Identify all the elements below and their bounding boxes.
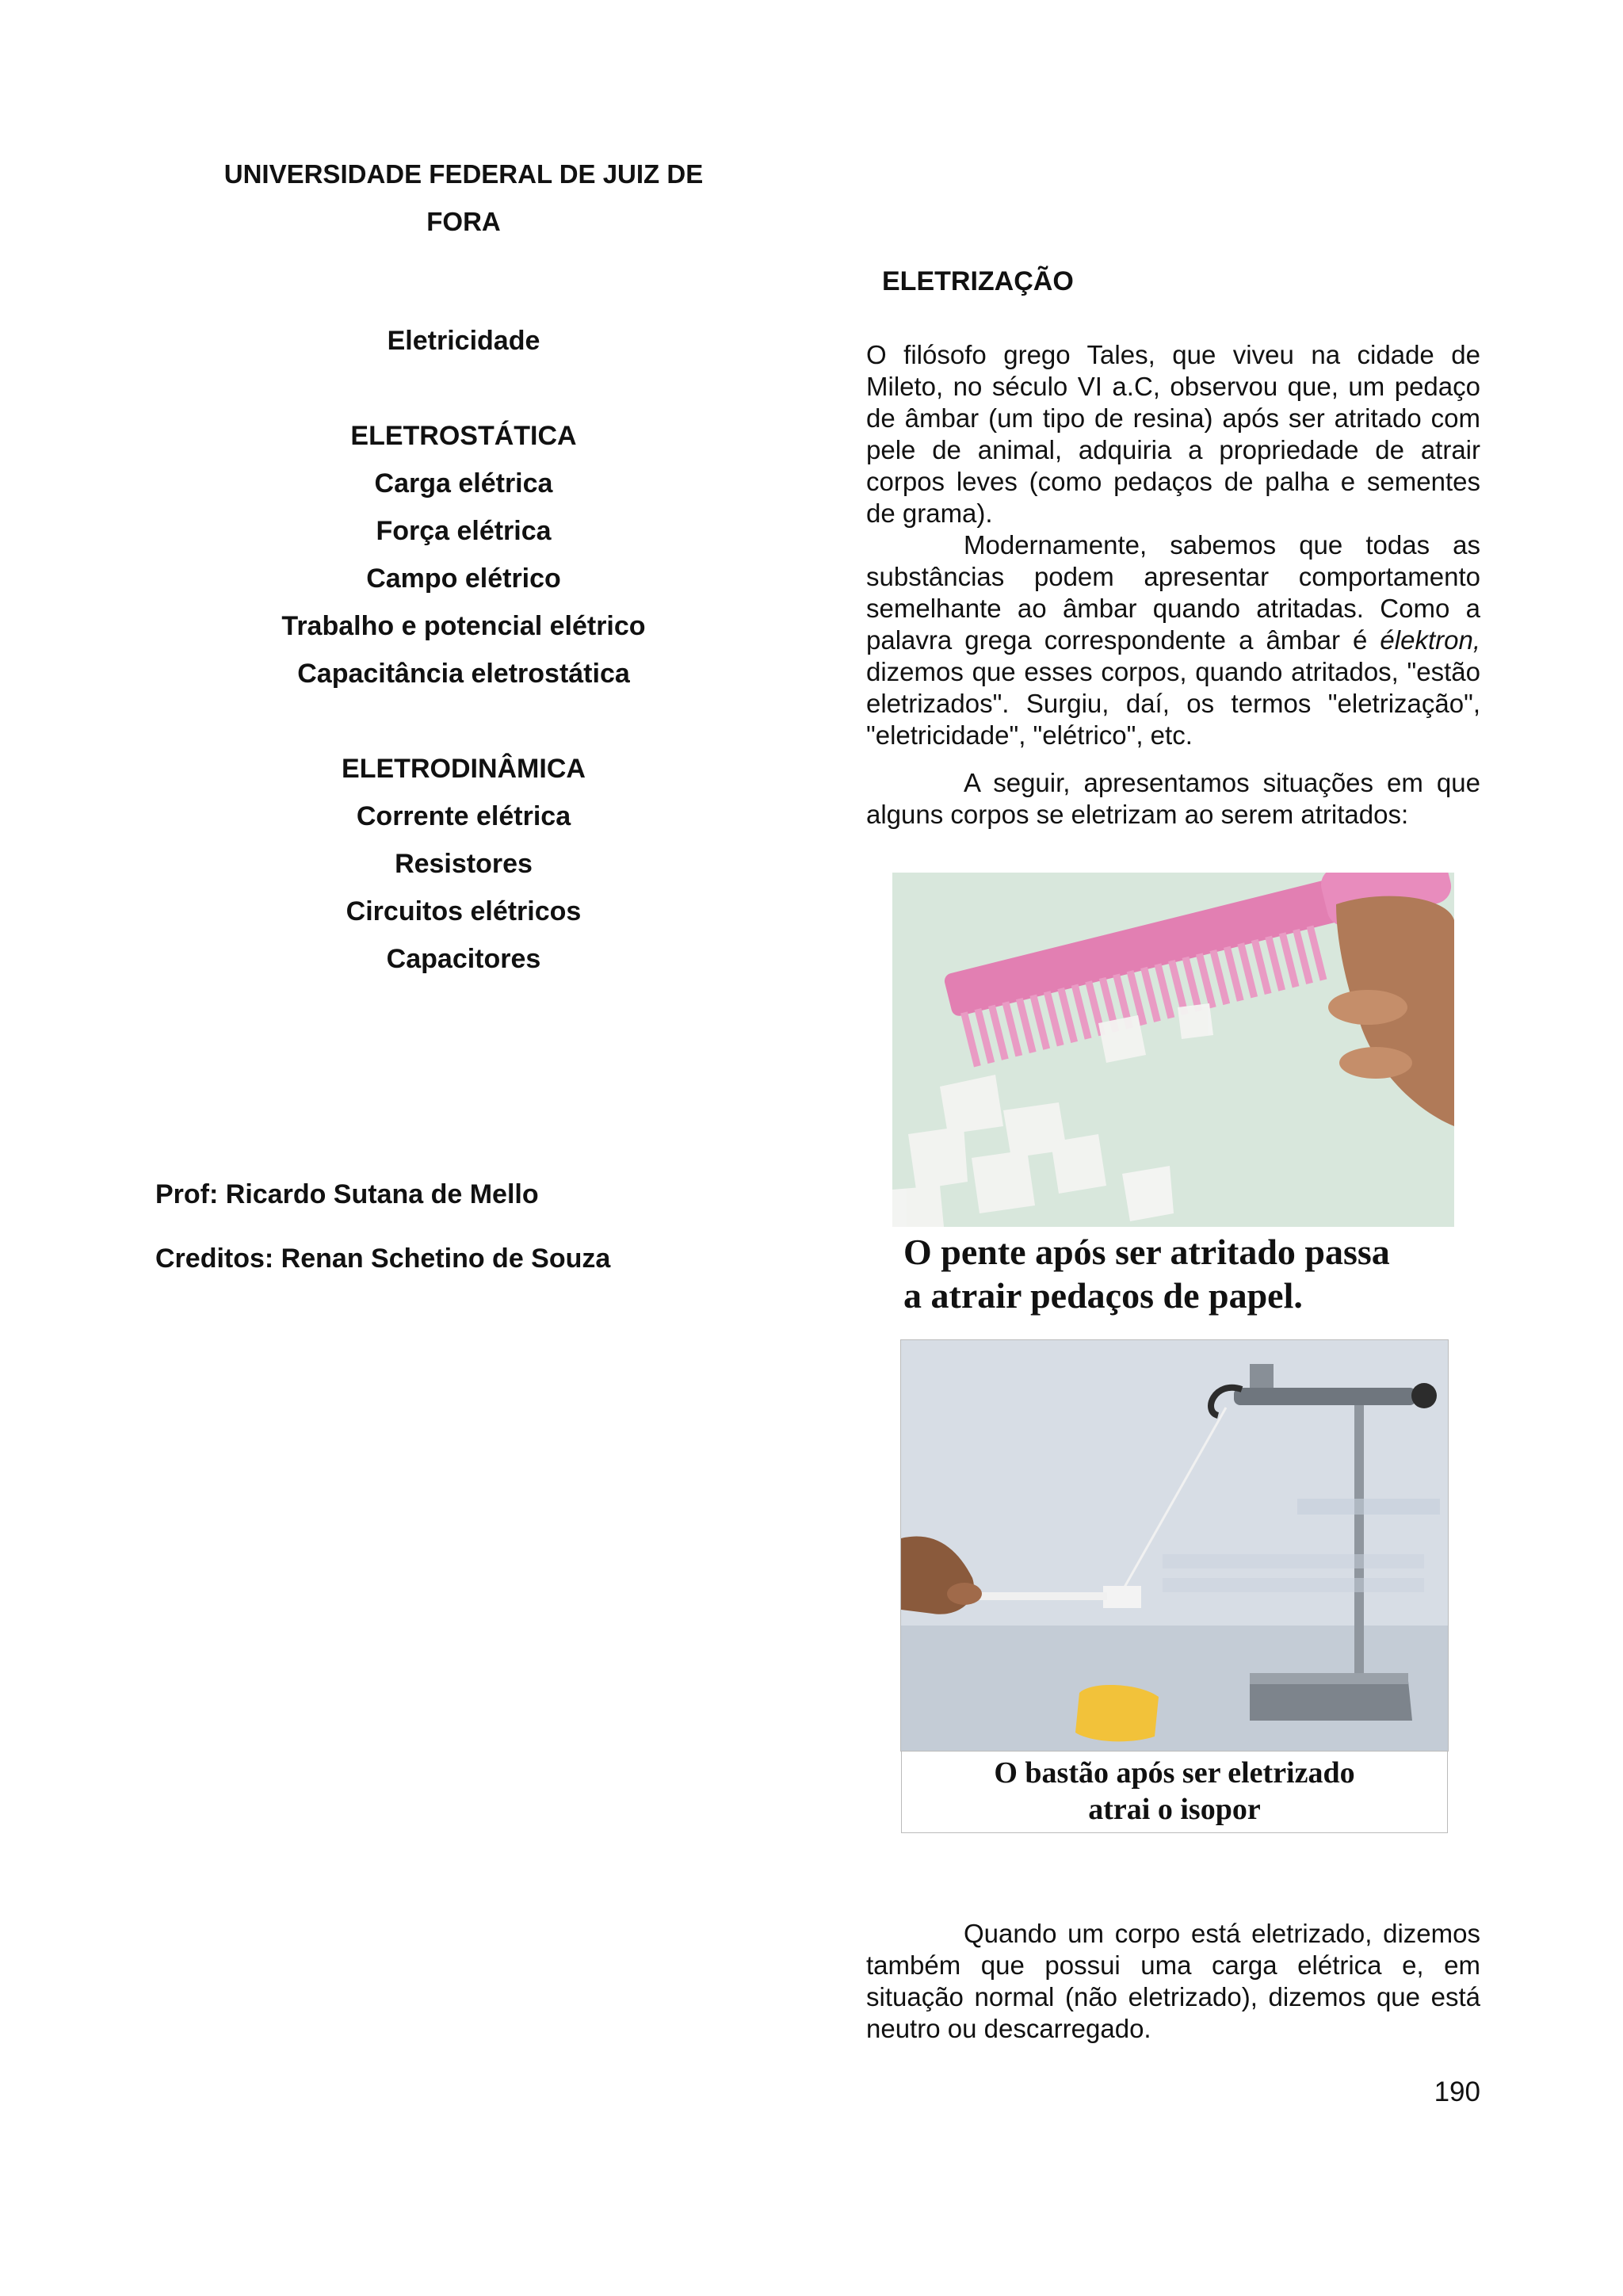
- section-title-eletrodinamica: ELETRODINÂMICA: [342, 754, 586, 784]
- figure-rod-photo: [900, 1339, 1449, 1752]
- subject-title: Eletricidade: [387, 326, 540, 356]
- section-heading: ELETRIZAÇÃO: [882, 266, 1074, 296]
- paragraph-tales: O filósofo grego Tales, que viveu na cidade de Mileto, no século VI a.C, observou que, um pedaço de âmbar (um tipo de resina) após ser atritado com pele de animal, adquiria a propriedade de atrair corpos leves (como pedaços de palha e sementes de grama).: [866, 340, 1480, 528]
- paragraph-a-seguir: A seguir, apresentamos situações em que alguns corpos se eletrizam ao serem atritados:: [866, 768, 1480, 829]
- paragraph-carga: Quando um corpo está eletrizado, dizemos também que possui uma carga elétrica e, em situação normal (não eletrizado), dizemos que está neutro ou descarregado.: [866, 1919, 1480, 2043]
- toc-item: Carga elétrica: [374, 468, 553, 499]
- figure-comb-caption: [892, 1227, 1454, 1320]
- caption-line: atrai o isopor: [1088, 1793, 1261, 1826]
- page-number: 190: [1434, 2076, 1480, 2107]
- toc-item: Capacitores: [386, 944, 541, 974]
- toc-item: Força elétrica: [376, 516, 552, 546]
- body-text-conclusion: [866, 1918, 1480, 2045]
- figure-rod-caption: [901, 1752, 1448, 1833]
- paragraph-modernamente: Modernamente, sabemos que todas as substâncias podem apresentar comportamento semelhante ao âmbar quando atritadas. Como a palavra grega correspondente a âmbar é élektron, dizemos que esses corpos, quando atritados, "estão eletrizados". Surgiu, daí, os termos "eletrização", "eletricidade", "elétrico", etc.: [866, 530, 1480, 750]
- toc-item: Campo elétrico: [366, 563, 561, 594]
- figure-comb-photo: [892, 873, 1454, 1227]
- body-text-intro: [866, 339, 1480, 831]
- toc-item: Circuitos elétricos: [346, 896, 582, 926]
- caption-line: O bastão após ser eletrizado: [994, 1756, 1355, 1790]
- table-of-contents: [158, 317, 769, 983]
- university-line-2: FORA: [426, 207, 501, 236]
- author-credit: Creditos: Renan Schetino de Souza: [155, 1244, 611, 1274]
- rod-stand-illustration: [901, 1340, 1448, 1751]
- toc-item: Trabalho e potencial elétrico: [281, 611, 646, 641]
- professor-credit: Prof: Ricardo Sutana de Mello: [155, 1179, 539, 1209]
- elektron-term: élektron,: [1380, 625, 1480, 655]
- comb-illustration: [892, 873, 1454, 1227]
- caption-line: a atrair pedaços de papel.: [903, 1275, 1303, 1316]
- toc-item: Capacitância eletrostática: [297, 659, 630, 689]
- university-line-1: UNIVERSIDADE FEDERAL DE JUIZ DE: [223, 159, 704, 189]
- university-name: [158, 151, 769, 246]
- section-title-eletrostatica: ELETROSTÁTICA: [350, 421, 577, 451]
- toc-item: Corrente elétrica: [356, 801, 571, 831]
- caption-line: O pente após ser atritado passa: [903, 1232, 1390, 1272]
- toc-item: Resistores: [395, 849, 533, 879]
